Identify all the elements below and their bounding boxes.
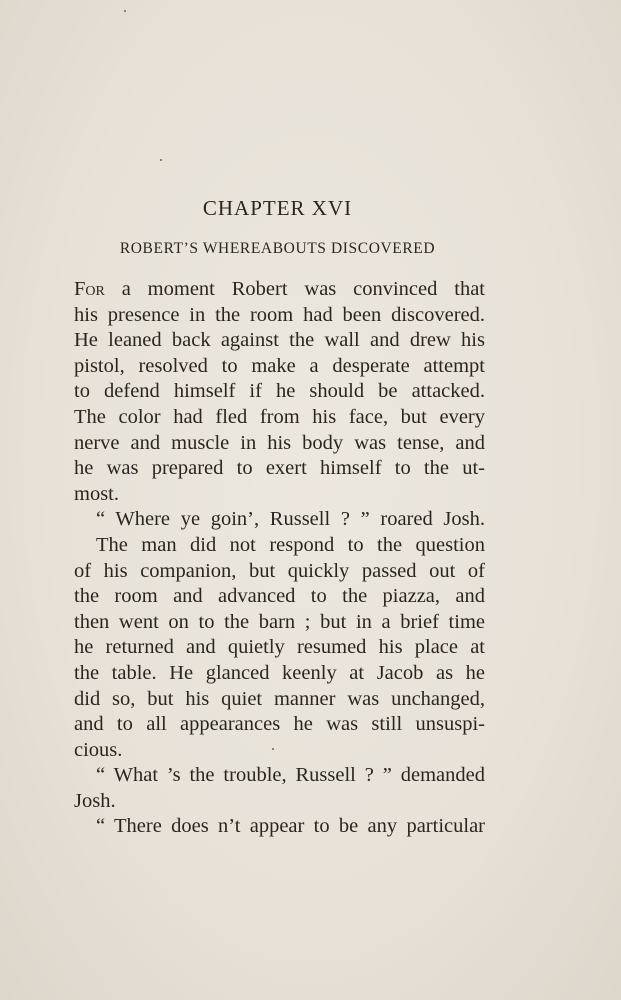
text-line: For a moment Robert was convinced that bbox=[74, 278, 485, 300]
opening-small-caps-word: For bbox=[74, 278, 105, 300]
text-line: he returned and quietly resumed his place at bbox=[74, 636, 485, 659]
text-line: then went on to the barn ; but in a brief time bbox=[74, 610, 485, 633]
text-line: his presence in the room had been discovered. bbox=[74, 303, 485, 326]
text-line: most. bbox=[74, 482, 119, 505]
text-line: The man did not respond to the question bbox=[96, 533, 485, 556]
paper-speck bbox=[124, 10, 126, 12]
text-line: cious. bbox=[74, 738, 123, 761]
text-line: He leaned back against the wall and drew his bbox=[74, 329, 485, 352]
text-line: to defend himself if he should be attacked. bbox=[74, 380, 485, 403]
text-line: “ What ’s the trouble, Russell ? ” demanded bbox=[96, 764, 485, 787]
chapter-heading: CHAPTER XVI bbox=[202, 196, 353, 220]
text-line: of his companion, but quickly passed out of bbox=[74, 559, 485, 582]
text-line: the room and advanced to the piazza, and bbox=[74, 585, 485, 608]
text-line: and to all appearances he was still unsuspi- bbox=[74, 713, 485, 736]
text-line: the table. He glanced keenly at Jacob as he bbox=[74, 661, 485, 684]
text-line: “ Where ye goin’, Russell ? ” roared Josh. bbox=[96, 508, 485, 531]
chapter-subheading: ROBERT’S WHEREABOUTS DISCOVERED bbox=[119, 240, 436, 257]
text-line: did so, but his quiet manner was unchanged, bbox=[74, 687, 485, 710]
text-line: Josh. bbox=[74, 789, 116, 812]
text-line: pistol, resolved to make a desperate attempt bbox=[74, 354, 485, 377]
paper-speck bbox=[160, 159, 162, 161]
text-line: “ There does n’t appear to be any particular bbox=[96, 815, 485, 838]
text-line: he was prepared to exert himself to the ut- bbox=[74, 457, 485, 480]
text-line: nerve and muscle in his body was tense, and bbox=[74, 431, 485, 454]
text-line: The color had fled from his face, but every bbox=[74, 405, 485, 428]
body-text bbox=[74, 277, 485, 840]
